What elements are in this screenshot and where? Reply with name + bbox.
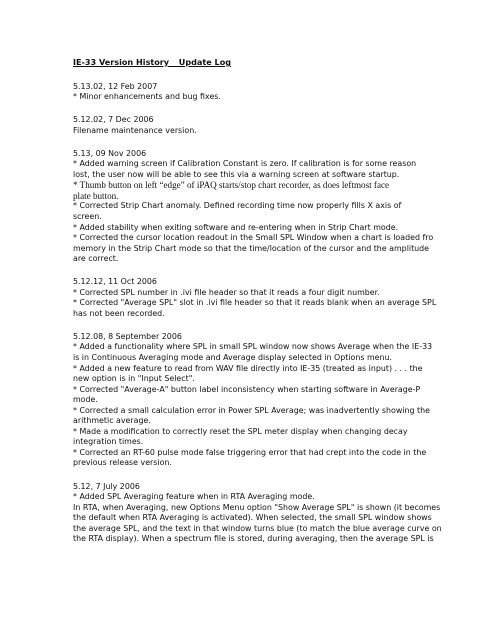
version-heading: 5.13, 09 Nov 2006 [73,148,147,158]
entry-line: memory in the Strip Chart mode so that the time/location of the cursor and the amplitude [73,243,430,253]
document-title: IE-33 Version History _ Update Log [73,57,232,67]
version-entry [73,149,465,265]
version-heading: 5.12, 7 July 2006 [73,481,140,491]
entry-line: * Added SPL Averaging feature when in RTA Averaging mode. [73,492,315,502]
entry-line: integration times. [73,437,144,447]
entry-line: * Made a modification to correctly reset the SPL meter display when changing decay [73,426,408,436]
version-heading: 5.13.02, 12 Feb 2007 [73,81,158,91]
entry-line: * Corrected a small calculation error in Power SPL Average; was inadvertently showing the [73,405,430,415]
version-heading: 5.12.12, 11 Oct 2006 [73,277,157,287]
version-heading: 5.12.08, 8 September 2006 [73,331,182,341]
entry-line: * Added a functionality where SPL in small SPL window now shows Average when the IE-33 [73,342,433,352]
entry-line: * Added stability when exiting software and re-entering when in Strip Chart mode. [73,222,399,232]
entry-line: the RTA display). When a spectrum file is stored, during averaging, then the average SPL is [73,534,434,544]
entry-line: new option is in "Input Select". [73,374,195,384]
entry-line: previous release version. [73,458,172,468]
entry-line: * Added warning screen if Calibration Constant is zero. If calibration is for some reason [73,159,417,169]
entry-line: lost, the user now will be able to see this via a warning screen at software startup. [73,169,400,179]
version-heading: 5.12.02, 7 Dec 2006 [73,115,154,125]
entry-line: screen. [73,211,102,221]
entry-line: plate button. [73,190,119,201]
entry-line: Filename maintenance version. [73,125,197,135]
entry-line: * Corrected SPL number in .ivi file header so that it reads a four digit number. [73,287,380,297]
entry-line: * Added a new feature to read from WAV file directly into IE-35 (treated as input) . . . the [73,363,423,373]
version-entry [73,277,465,319]
entry-line: * Corrected Strip Chart anomaly. Defined recording time now properly fills X axis of [73,201,402,211]
entry-line: has not been recorded. [73,308,165,318]
entry-line: * Corrected "Average-A" button label inconsistency when starting software in Average-P [73,384,421,394]
entry-line: the average SPL, and the text in that window turns blue (to match the blue average curve on [73,523,442,533]
entry-line: is in Continuous Averaging mode and Average display selected in Options menu. [73,352,393,362]
entry-line: are correct. [73,254,119,264]
entry-line: arithmetic average. [73,416,151,426]
entry-line: * Thumb button on left “edge” of iPAQ starts/stop chart recorder, as does leftmost face [73,180,390,191]
entry-line: * Minor enhancements and bug fixes. [73,92,221,102]
version-entry [73,115,465,136]
entry-line: * Corrected an RT-60 pulse mode false triggering error that had crept into the code in the [73,447,427,457]
entry-line: mode. [73,395,98,405]
version-entry [73,82,465,103]
entry-line: In RTA, when Averaging, new Options Menu option "Show Average SPL" is shown (it becomes [73,502,441,512]
version-entries [73,82,465,545]
entry-line: * Corrected the cursor location readout in the Small SPL Window when a chart is loaded fro [73,233,434,243]
version-entry [73,482,465,545]
entry-line: the default when RTA Averaging is activated). When selected, the small SPL window shows [73,513,432,523]
entry-line: * Corrected "Average SPL" slot in .ivi file header so that it reads blank when an average SPL [73,298,437,308]
version-entry [73,332,465,469]
